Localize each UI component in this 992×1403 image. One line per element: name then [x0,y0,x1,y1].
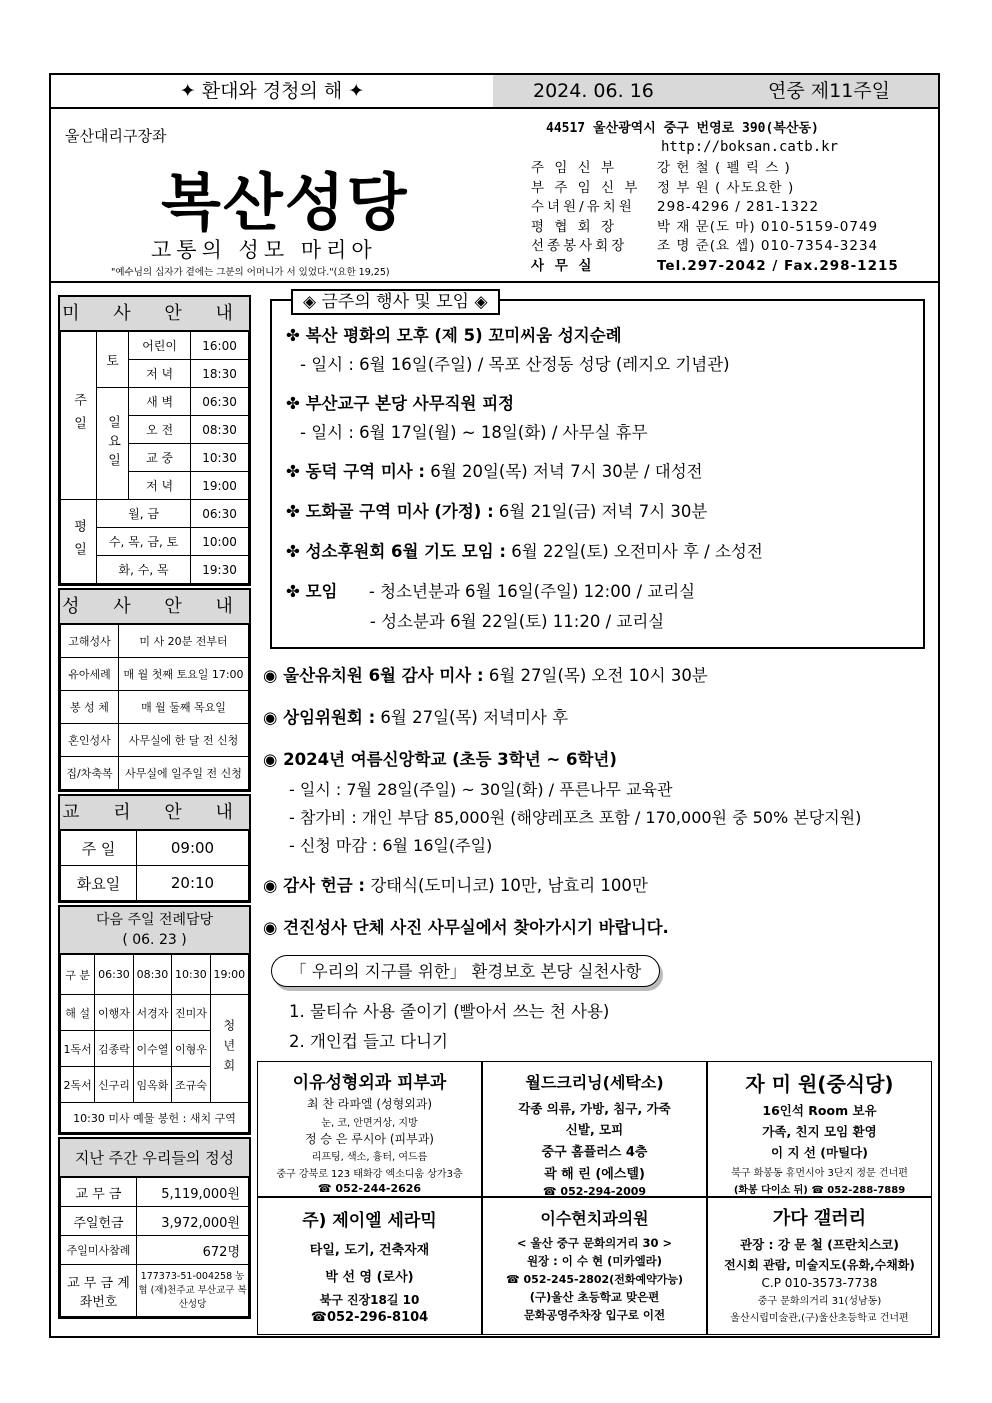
staff-value: Tel.297-2042 / Fax.298-1215 [657,257,899,274]
liturgy-header: 10:30 [172,955,210,995]
ad-line: < 울산 중구 문화의거리 30 > [516,1236,673,1250]
liturgy-header: 06:30 [95,955,133,995]
liturgy-role: 2독서 [61,1067,95,1103]
ad-clinic [257,1061,482,1197]
ad-phone: ☎ 052-245-2802(전화예약가능) [505,1273,683,1286]
event-key: ✤ 부산교구 본당 사무직원 피정 [286,394,515,413]
notice-key: ◉ 감사 헌금 : [263,876,365,895]
catechism-day: 주 일 [61,831,137,866]
sacrament-table [60,624,249,790]
liturgy-title-block [60,907,249,954]
mass-name: 오 전 [129,416,191,444]
mass-time: 16:00 [191,332,249,360]
mass-time: 08:30 [191,416,249,444]
sacrament-detail: 미 사 20분 전부터 [119,625,249,658]
ad-line: 원장 : 이 수 현 (미카엘라) [526,1254,663,1268]
ad-line: 정 승 은 루시아 (피부과) [305,1132,434,1146]
event-detail: - 청소년분과 6월 16일(주일) 12:00 / 교리실 [337,582,696,601]
sacrament-name: 유아세례 [61,658,119,691]
notice-detail: 6월 27일(목) 오전 10시 30분 [483,666,708,685]
staff-row [531,198,931,218]
ad-line: 이 지 선 (마틸다) [771,1145,868,1160]
website-link[interactable]: http://boksan.catb.kr [661,139,839,155]
mass-schedule [58,295,251,586]
liturgy-person: 김종락 [95,1031,133,1067]
ad-phone: ☎ 052-294-2009 [542,1185,647,1197]
catechism-info [58,794,251,903]
event-key: ✤ 도화골 구역 미사 (가정) : [286,502,494,521]
sacrament-detail: 사무실에 일주일 전 신청 [119,757,249,790]
notice-detail: - 참가비 : 개인 부담 85,000원 (해양레포츠 포함 / 170,000원 중 50% 본당지원) [289,808,862,827]
mass-name: 새 벽 [129,388,191,416]
liturgy-duty [58,905,251,1135]
staff-role: 평 협 회 장 [531,218,618,235]
notice-item [263,870,933,902]
sacrament-detail: 매 월 둘째 목요일 [119,691,249,724]
ad-line: 눈, 코, 안면거상, 지방 [321,1118,418,1129]
mass-time: 10:30 [191,444,249,472]
offering-amount: 672명 [137,1236,249,1265]
liturgy-person: 조규숙 [172,1067,210,1103]
offering-label: 교 무 금 [61,1178,137,1207]
liturgy-role: 해 설 [61,995,95,1031]
liturgy-person: 진미자 [172,995,210,1031]
liturgy-table [60,954,249,1133]
notice-key: ◉ 상임위원회 : [263,708,376,727]
notice-key: ◉ 견진성사 단체 사진 사무실에서 찾아가시기 바랍니다. [263,918,669,937]
left-column [58,295,251,1321]
weekday-label: 평일 [61,500,97,584]
ad-line: 곽 해 린 (에스텔) [544,1167,645,1182]
mass-time: 06:30 [191,388,249,416]
year-theme: ✦ 환대와 경청의 해 ✦ [179,80,365,102]
sunday-sub-label: 일요일 [97,388,129,500]
ad-line: 신발, 모피 [565,1122,624,1137]
ad-dental [482,1197,707,1335]
staff-row [531,237,931,257]
liturgy-date: ( 06. 23 ) [122,932,187,948]
event-key: ✤ 모임 [286,582,338,601]
date-bar [493,75,938,107]
event-detail: 6월 22일(토) 오전미사 후 / 소성전 [506,542,763,561]
liturgy-person: 임옥화 [133,1067,171,1103]
catechism-time: 20:10 [137,866,249,901]
liturgy-person: 이형우 [172,1031,210,1067]
ad-title: 가다 갤러리 [772,1208,867,1229]
sacrament-name: 집/차축복 [61,757,119,790]
ad-title: 자 미 원(중식당) [745,1072,894,1096]
liturgy-person: 이수열 [133,1031,171,1067]
ad-restaurant [707,1061,932,1197]
sacrament-detail: 사무실에 한 달 전 신청 [119,724,249,757]
ad-line: 리프팅, 색소, 흉터, 여드름 [311,1152,428,1163]
event-detail: 6월 20일(목) 저녁 7시 30분 / 대성전 [425,462,703,481]
liturgical-week: 연중 제11주일 [768,80,890,102]
event-item [286,537,916,567]
mass-name: 저 녁 [129,360,191,388]
liturgy-note: 10:30 미사 예물 봉헌 : 새치 구역 [61,1103,249,1133]
top-bar [51,75,938,109]
sacrament-detail: 매 월 첫째 토요일 17:00 [119,658,249,691]
ad-title: 이수현치과의원 [540,1209,649,1228]
church-name: 복산성당 [161,166,409,239]
staff-role: 수녀원/유치원 [531,199,635,215]
liturgy-header: 19:00 [210,955,248,995]
offering-amount: 5,119,000원 [137,1178,249,1207]
event-item [286,577,916,607]
staff-row [531,159,931,179]
ad-line: 타일, 도기, 건축자재 [309,1243,430,1258]
mass-time: 18:30 [191,360,249,388]
ad-title: 주) 제이엘 세라믹 [302,1211,437,1231]
ad-line: 최 찬 라파엘 (성형외과) [306,1097,433,1111]
ad-line: 중구 문화의거리 31(성남동) [757,1296,882,1307]
ad-line: 중구 강북로 123 태화강 엑소디움 상가3층 [276,1169,463,1180]
ad-line: 가족, 친지 모임 환영 [762,1124,877,1139]
saturday-label: 토 [97,332,129,388]
staff-list [531,159,931,276]
ad-line: 관장 : 강 문 철 (프란치스코) [740,1237,899,1252]
staff-value: 강 헌 철 ( 펠 릭 스 ) [657,160,791,176]
church-address: 44517 울산광역시 중구 번영로 390(복산동) [546,121,819,136]
mass-name: 교 중 [129,444,191,472]
environment-title: 「 우리의 지구를 위한」 환경보호 본당 실천사항 [271,955,660,987]
liturgy-header: 08:30 [133,955,171,995]
mass-days: 수, 목, 금, 토 [97,528,191,556]
header [51,109,938,283]
ad-line: 각종 의류, 가방, 침구, 가죽 [518,1101,671,1116]
catechism-time: 09:00 [137,831,249,866]
notice-detail: - 신청 마감 : 6월 16일(주일) [289,836,493,855]
events-list [286,321,916,637]
event-item [286,457,916,487]
staff-value: 정 부 원 ( 사도요한 ) [657,179,795,196]
ad-line: 문화공영주차장 입구로 이전 [523,1308,666,1322]
staff-role: 주 임 신 부 [531,160,618,176]
ad-line: 박 선 영 (로사) [325,1270,414,1285]
offering-label: 주일헌금 [61,1207,137,1236]
event-key: ✤ 복산 평화의 모후 (제 5) 꼬미씨움 성지순례 [286,326,622,345]
ad-ceramic [257,1197,482,1335]
staff-row [531,257,931,277]
mass-days: 화, 수, 목 [97,556,191,584]
offering-table [60,1177,249,1317]
mass-time: 06:30 [191,500,249,528]
ad-title: 월드크리닝(세탁소) [525,1073,664,1092]
notice-item [263,660,933,692]
mass-name: 어린이 [129,332,191,360]
notice-item [263,912,933,944]
liturgy-person: 이행자 [95,995,133,1031]
ad-line: 울산시립미술관,(구)울산초등학교 건너편 [730,1313,909,1324]
notice-item [263,702,933,734]
environment-item: 2. 개인컵 들고 다니기 [289,1032,448,1051]
mass-table [60,331,249,584]
mass-days: 월, 금 [97,500,191,528]
staff-row [531,179,931,199]
staff-value: 조 명 준(요 셉) 010-7354-3234 [657,238,879,254]
staff-role: 선종봉사회장 [531,238,628,254]
ad-cleaning [482,1061,707,1197]
event-key: ✤ 동덕 구역 미사 : [286,462,426,481]
liturgy-person: 신구리 [95,1067,133,1103]
diocese-label: 울산대리구장좌 [65,127,167,145]
ad-line: 중구 홈플러스 4층 [541,1145,648,1160]
ad-line: 16인석 Room 보유 [762,1103,877,1118]
ad-phone: C.P 010-3573-7738 [761,1276,878,1290]
event-detail: - 일시 : 6월 17일(월) ~ 18일(화) / 사무실 휴무 [300,423,648,442]
liturgy-role: 1독서 [61,1031,95,1067]
ad-phone: ☎ 052-244-2626 [317,1182,422,1195]
event-item [286,321,916,351]
event-item [286,389,916,419]
sacrament-name: 혼인성사 [61,724,119,757]
staff-row [531,218,931,238]
mass-name: 저 녁 [129,472,191,500]
ad-line: 북구 진장18길 10 [319,1293,420,1307]
sunday-label: 주일 [61,332,97,500]
event-detail: - 성소분과 6월 22일(토) 11:20 / 교리실 [286,612,665,631]
notice-detail: 강태식(도미니코) 10만, 남효리 100만 [365,876,648,895]
account-number: 177373-51-004258 농협 (재)천주교 부산교구 복산성당 [137,1265,249,1317]
staff-role: 부 주 임 신 부 [531,179,641,196]
liturgy-person: 서경자 [133,995,171,1031]
offering-title: 지난 주간 우리들의 정성 [60,1139,249,1177]
offering-amount: 3,972,000원 [137,1207,249,1236]
account-label: 교 무 금 계좌번호 [61,1265,137,1317]
notices [263,660,933,944]
bulletin-frame [49,73,940,1338]
ad-title: 이유성형외과 피부과 [292,1073,447,1093]
event-item [286,497,916,527]
event-detail: - 일시 : 6월 16일(주일) / 목포 산정동 성당 (레지오 기념관) [300,355,730,374]
liturgy-title: 다음 주일 전례담당 [95,912,214,928]
staff-value: 298-4296 / 281-1322 [657,199,820,215]
event-key: ✤ 성소후원회 6월 기도 모임 : [286,542,507,561]
offering-report [58,1137,251,1319]
notice-key: ◉ 울산유치원 6월 감사 미사 : [263,666,484,685]
ad-phone: (화봉 다이소 뒤) ☎ 052-288-7889 [733,1185,906,1196]
mass-title: 미 사 안 내 [60,297,249,331]
ad-line: (구)울산 초등학교 맞은편 [529,1290,660,1304]
advertisements [257,1061,932,1335]
staff-role: 사 무 실 [531,257,595,274]
ad-phone: ☎052-296-8104 [310,1310,429,1325]
staff-value: 박 재 문(도 마) 010-5159-0749 [657,218,879,235]
notice-detail: 6월 27일(목) 저녁미사 후 [375,708,569,727]
ad-line: 북구 화봉동 휴먼시아 3단지 정문 건너편 [731,1168,908,1179]
notice-item [263,744,933,776]
notice-detail: - 일시 : 7월 28일(주일) ~ 30일(화) / 푸른나무 교육관 [289,780,673,799]
sacrament-name: 고해성사 [61,625,119,658]
sacrament-info [58,588,251,792]
notice-key: ◉ 2024년 여름신앙학교 (초등 3학년 ~ 6학년) [263,750,617,769]
bulletin-date: 2024. 06. 16 [533,80,654,102]
catechism-table [60,830,249,901]
ad-line: 전시회 관람, 미술지도(유화,수채화) [724,1258,915,1272]
weekly-events [270,292,925,649]
events-title: ◈ 금주의 행사 및 모임 ◈ [291,289,500,315]
sacrament-name: 봉 성 체 [61,691,119,724]
offering-label: 주일미사참례 [61,1236,137,1265]
ad-gallery [707,1197,932,1335]
liturgy-youth: 청년회 [210,995,248,1103]
catechism-day: 화요일 [61,866,137,901]
event-detail: 6월 21일(금) 저녁 7시 30분 [493,502,708,521]
catechism-title: 교 리 안 내 [60,796,249,830]
mass-time: 19:30 [191,556,249,584]
mass-time: 19:00 [191,472,249,500]
patron-quote: "예수님의 십자가 곁에는 그분의 어머니가 서 있었다."(요한 19,25) [111,267,390,278]
environment-list [289,997,609,1057]
sacrament-title: 성 사 안 내 [60,590,249,624]
mass-time: 10:00 [191,528,249,556]
environment-item: 1. 물티슈 사용 줄이기 (빨아서 쓰는 천 사용) [289,1002,610,1021]
liturgy-header: 구 분 [61,955,95,995]
patron-title: 고통의 성모 마리아 [151,238,377,262]
